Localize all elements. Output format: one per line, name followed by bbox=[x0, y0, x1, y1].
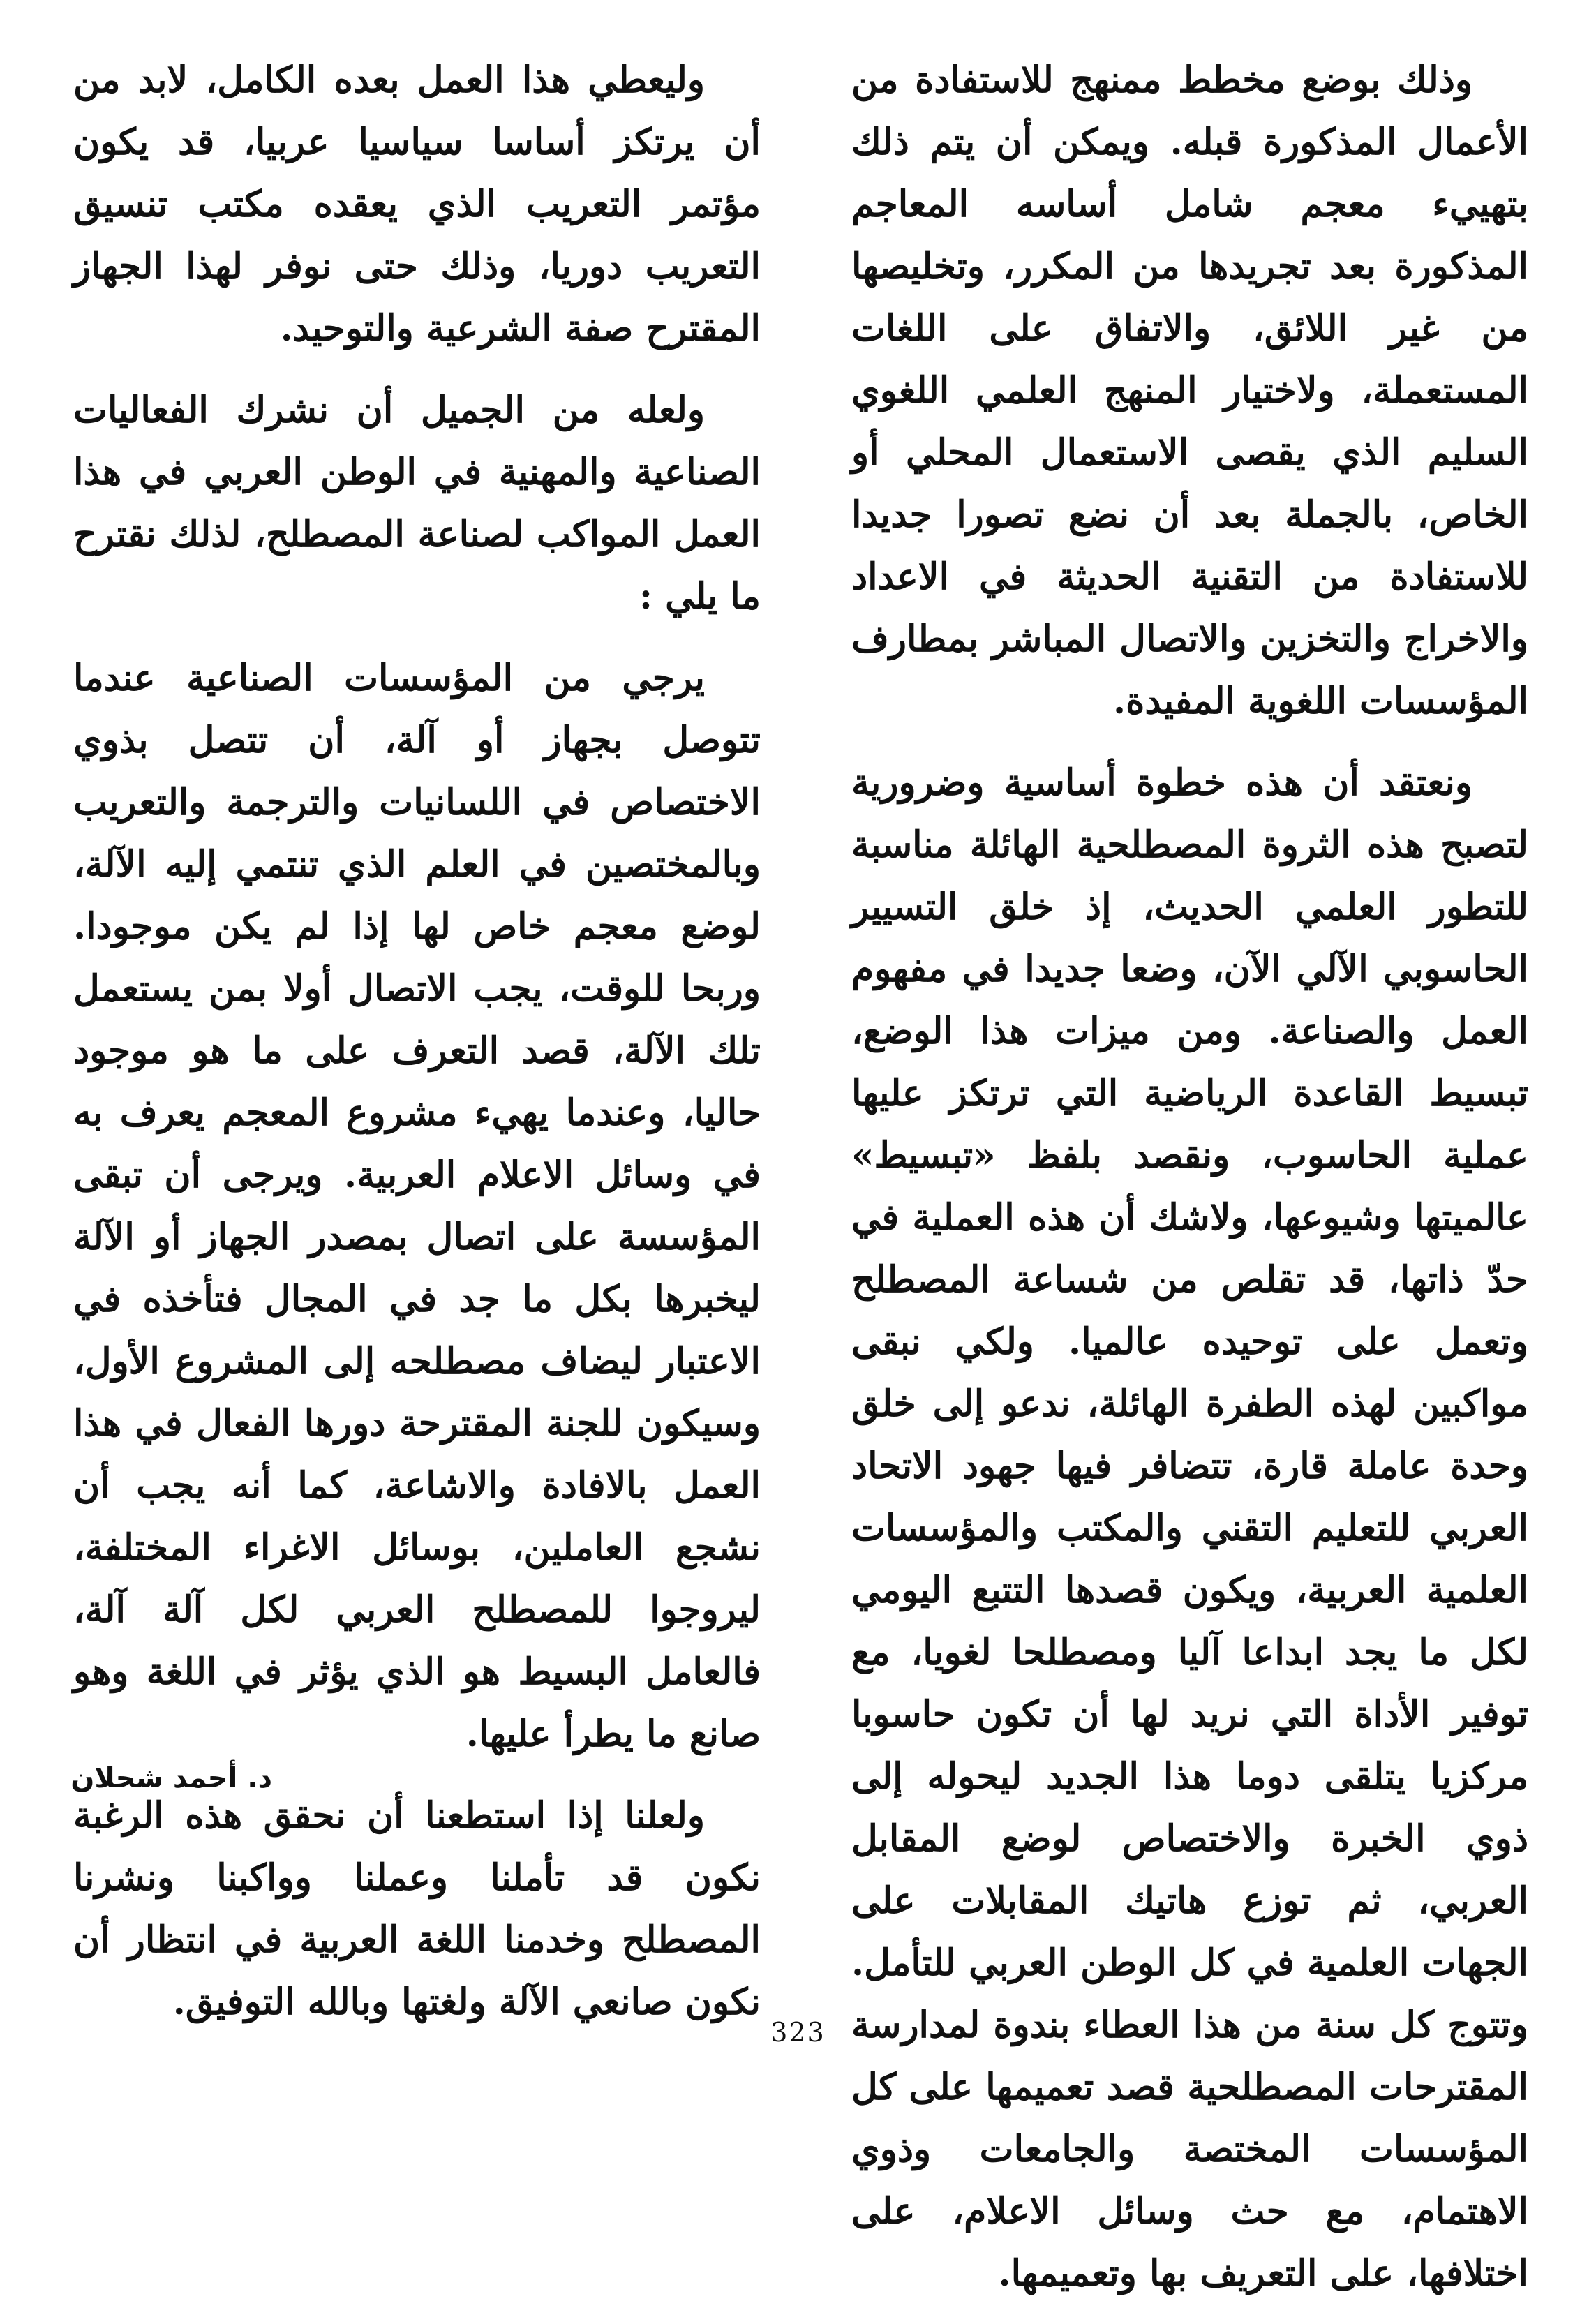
left-paragraph-2: ولعله من الجميل أن نشرك الفعاليات الصناعية والمهنية في الوطن العربي في هذا العمل المواكب لصناعة المصطلح، لذلك نقترح ما يلي : bbox=[73, 389, 761, 618]
right-paragraph-2: ونعتقد أن هذه خطوة أساسية وضرورية لتصبح هذه الثروة المصطلحية الهائلة مناسبة للتطور العلمي الحديث، إذ خلق التسيير الحاسوبي الآلي الآن، وضعا جديدا في مفهوم العمل والصناعة. ومن ميزات هذا الوضع، تبسيط القاعدة الرياضية التي ترتكز عليها عملية الحاسوب، ونقصد بلفظ «تبسيط» عالميتها وشيوعها، ولاشك أن هذه العملية في حدّ ذاتها، قد تقلص من شساعة المصطلح وتعمل على توحيده عالميا. ولكي نبقى مواكبين لهذه الطفرة الهائلة، ندعو إلى خلق وحدة عاملة قارة، تتضافر فيها جهود الاتحاد العربي للتعليم التقني والمكتب والمؤسسات العلمية العربية، ويكون قصدها التتبع اليومي لكل ما يجد ابداعا آليا ومصطلحا لغويا، مع توفير الأداة التي نريد لها أن تكون حاسوبا مركزيا يتلقى دوما هذا الجديد ليحوله إلى ذوي الخبرة والاختصاص لوضع المقابل العربي، ثم توزع هاتيك المقابلات على الجهات العلمية في كل الوطن العربي للتأمل. وتتوج كل سنة من هذا العطاء بندوة لمدارسة المقترحات المصطلحية قصد تعميمها على كل المؤسسات المختصة والجامعات وذوي الاهتمام، مع حث وسائل الاعلام، على اختلافها، على التعريف بها وتعميمها. bbox=[851, 761, 1528, 2295]
author-signature: د. أحمد شحلان bbox=[70, 1762, 272, 1794]
left-paragraph-1: وليعطي هذا العمل بعده الكامل، لابد من أن يرتكز أساسا سياسيا عربيا، قد يكون مؤتمر التعريب الذي يعقده مكتب تنسيق التعريب دوريا، وذلك حتى نوفر لهذا الجهاز المقترح صفة الشرعية والتوحيد. bbox=[73, 59, 761, 350]
left-paragraph-4: ولعلنا إذا استطعنا أن نحقق هذه الرغبة نكون قد تأملنا وعملنا وواكبنا ونشرنا المصطلح وخدمنا اللغة العربية في انتظار أن نكون صانعي الآلة ولغتها وبالله التوفيق. bbox=[73, 1794, 761, 2023]
right-column bbox=[851, 49, 1528, 2324]
page-number: 323 bbox=[770, 2017, 826, 2048]
right-paragraph-1: وذلك بوضع مخطط ممنهج للاستفادة من الأعمال المذكورة قبله. ويمكن أن يتم ذلك بتهييء معجم شامل أساسه المعاجم المذكورة بعد تجريدها من المكرر، وتخليصها من غير اللائق، والاتفاق على اللغات المستعملة، ولاختيار المنهج العلمي اللغوي السليم الذي يقصى الاستعمال المحلي أو الخاص، بالجملة بعد أن نضع تصورا جديدا للاستفادة من التقنية الحديثة في الاعداد والاخراج والتخزين والاتصال المباشر بمطارف المؤسسات اللغوية المفيدة. bbox=[851, 59, 1528, 722]
left-column bbox=[73, 49, 761, 2053]
left-paragraph-3: يرجي من المؤسسات الصناعية عندما تتوصل بجهاز أو آلة، أن تتصل بذوي الاختصاص في اللسانيات والترجمة والتعريب وبالمختصين في العلم الذي تنتمي إليه الآلة، لوضع معجم خاص لها إذا لم يكن موجودا. وربحا للوقت، يجب الاتصال أولا بمن يستعمل تلك الآلة، قصد التعرف على ما هو موجود حاليا، وعندما يهيء مشروع المعجم يعرف به في وسائل الاعلام العربية. ويرجى أن تبقى المؤسسة على اتصال بمصدر الجهاز أو الآلة ليخبرها بكل ما جد في المجال فتأخذه في الاعتبار ليضاف مصطلحه إلى المشروع الأول، وسيكون للجنة المقترحة دورها الفعال في هذا العمل بالافادة والاشاعة، كما أنه يجب أن نشجع العاملين، بوسائل الاغراء المختلفة، ليروجوا للمصطلح العربي لكل آلة آلة، فالعامل البسيط هو الذي يؤثر في اللغة وهو صانع ما يطرأ عليها. bbox=[73, 657, 761, 1755]
